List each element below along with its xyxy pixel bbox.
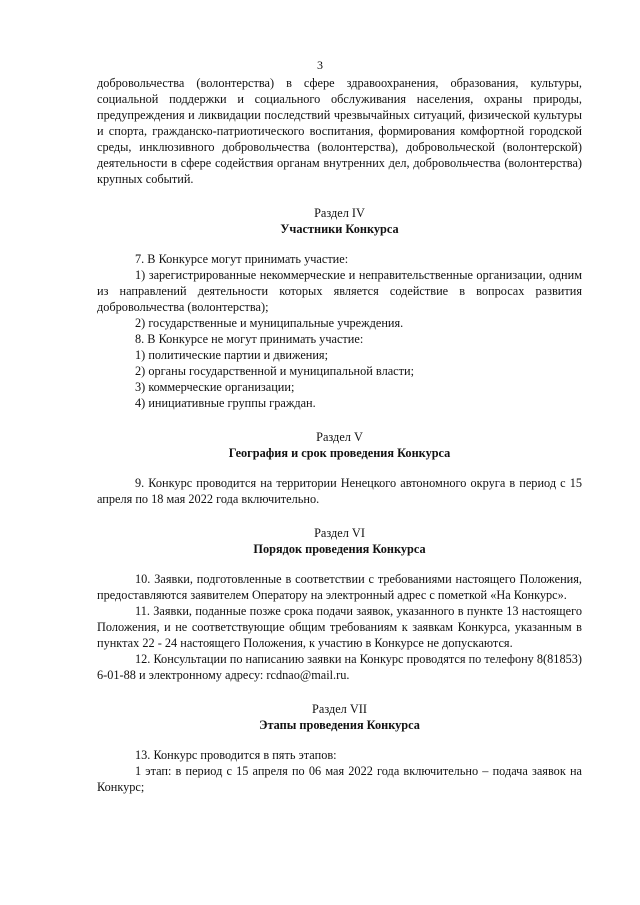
section-iv xyxy=(97,205,582,411)
paragraph: 2) органы государственной и муниципальной власти; xyxy=(135,364,414,378)
section-title: Участники Конкурса xyxy=(280,222,399,236)
paragraph: 10. Заявки, подготовленные в соответствии с требованиями настоящего Положения, предоставляются заявителем Оператору на электронный адрес с пометкой «На Конкурс». xyxy=(97,572,582,602)
section-title: Этапы проведения Конкурса xyxy=(259,718,420,732)
page-number: 3 xyxy=(317,58,323,72)
section-v xyxy=(97,429,582,507)
document-body xyxy=(97,75,582,795)
section-vi xyxy=(97,525,582,683)
paragraph: 7. В Конкурсе могут принимать участие: xyxy=(135,252,349,266)
paragraph: 2) государственные и муниципальные учреждения. xyxy=(135,316,404,330)
section-vii xyxy=(97,701,582,795)
section-heading: Раздел VI xyxy=(314,526,365,540)
paragraph: 13. Конкурс проводится в пять этапов: xyxy=(135,748,337,762)
paragraph: 1) политические партии и движения; xyxy=(135,348,329,362)
section-heading: Раздел VII xyxy=(312,702,367,716)
intro-paragraph: добровольчества (волонтерства) в сфере здравоохранения, образования, культуры, социальной поддержки и социального обслуживания населения, охраны природы, предупреждения и ликвидации последствий чрезвычайных ситуаций, физической культуры и спорта, гражданско-патриотического воспитания, формирования комфортной городской среды, инклюзивного добровольчества (волонтерства), добровольческой (волонтерской) деятельности в сфере содействия органам внутренних дел, добровольчества (волонтерства) крупных событий. xyxy=(97,76,582,186)
paragraph: 11. Заявки, поданные позже срока подачи заявок, указанного в пункте 13 настоящего Положения, и не соответствующие общим требованиям к заявкам Конкурса, указанным в пунктах 22 - 24 настоящего Положения, к участию в Конкурсе не допускаются. xyxy=(97,604,582,650)
paragraph: 1 этап: в период с 15 апреля по 06 мая 2022 года включительно – подача заявок на Конкурс; xyxy=(97,764,582,794)
paragraph: 4) инициативные группы граждан. xyxy=(135,396,316,410)
section-title: Порядок проведения Конкурса xyxy=(253,542,426,556)
paragraph: 1) зарегистрированные некоммерческие и неправительственные организации, одним из направлений деятельности которых является содействие в вопросах развития добровольчества (волонтерства); xyxy=(97,268,582,314)
section-title: География и срок проведения Конкурса xyxy=(228,446,451,460)
paragraph: 3) коммерческие организации; xyxy=(135,380,295,394)
section-heading: Раздел V xyxy=(316,430,363,444)
section-heading: Раздел IV xyxy=(314,206,365,220)
paragraph: 9. Конкурс проводится на территории Ненецкого автономного округа в период с 15 апреля по 18 мая 2022 года включительно. xyxy=(97,476,582,506)
paragraph: 8. В Конкурсе не могут принимать участие: xyxy=(135,332,364,346)
paragraph: 12. Консультации по написанию заявки на Конкурс проводятся по телефону 8(81853) 6-01-88 и электронному адресу: rcdnao@mail.ru. xyxy=(97,652,582,682)
